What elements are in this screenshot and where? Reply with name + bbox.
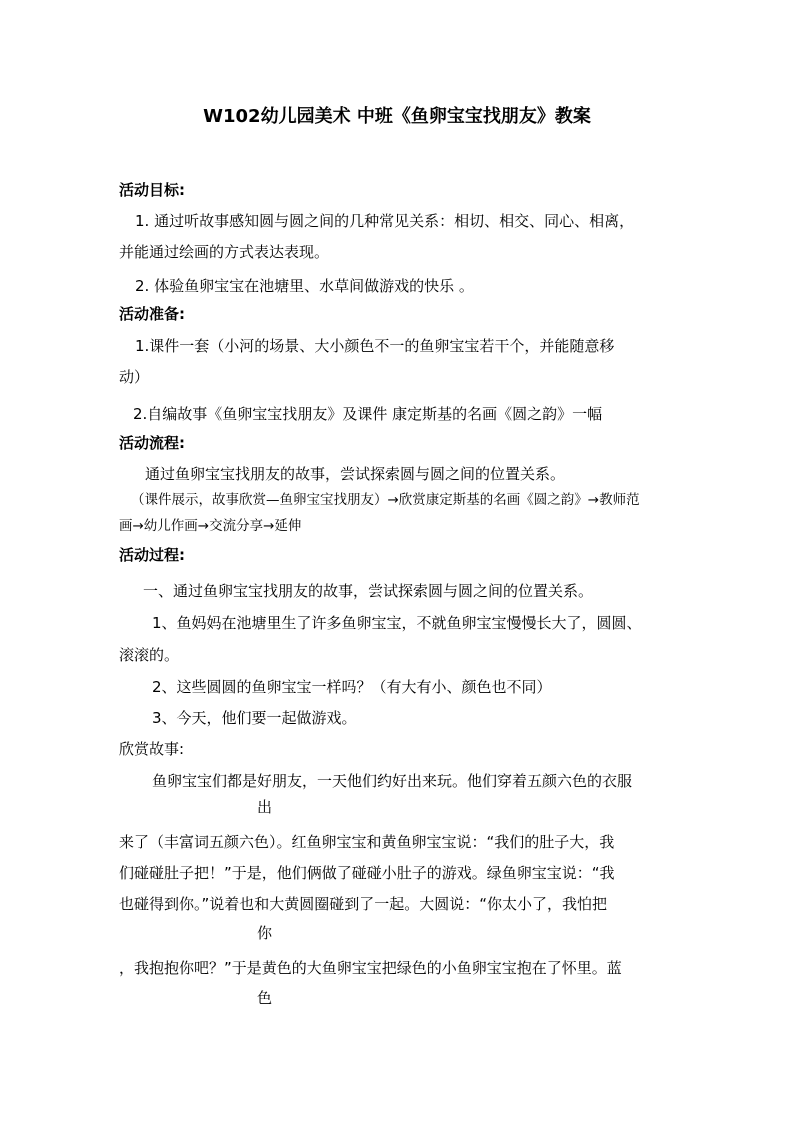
goals-heading: 活动目标:	[119, 181, 185, 199]
process-step-2: 2、这些圆圆的鱼卵宝宝一样吗？（有大有小、颜色也不同）	[152, 678, 552, 696]
flow-heading: 活动流程:	[119, 434, 185, 452]
process-section-1: 一、通过鱼卵宝宝找朋友的故事，尝试探索圆与圆之间的位置关系。	[143, 582, 594, 600]
story-line-4-wrap: 你	[257, 924, 273, 942]
prep-heading: 活动准备:	[119, 305, 185, 323]
goal-item-1-line-2: 并能通过绘画的方式表达表现。	[119, 243, 330, 261]
process-heading: 活动过程:	[119, 546, 185, 564]
goal-item-2: 2. 体验鱼卵宝宝在池塘里、水草间做游戏的快乐 。	[135, 277, 474, 295]
goal-item-1-line-1: 1. 通过听故事感知圆与圆之间的几种常见关系：相切、相交、同心、相离，	[135, 212, 635, 230]
flow-line-1: 通过鱼卵宝宝找朋友的故事，尝试探索圆与圆之间的位置关系。	[145, 465, 566, 483]
process-step-1-line-2: 滚滚的。	[119, 646, 180, 664]
flow-line-2: （课件展示，故事欣赏—鱼卵宝宝找朋友）→欣赏康定斯基的名画《圆之韵》→教师范	[131, 492, 640, 508]
story-line-5: ，我抱抱你吧？”于是黄色的大鱼卵宝宝把绿色的小鱼卵宝宝抱在了怀里。蓝	[119, 959, 622, 977]
story-line-2: 来了（丰富词五颜六色）。红鱼卵宝宝和黄鱼卵宝宝说：“我们的肚子大，我	[119, 833, 615, 851]
story-line-5-wrap: 色	[257, 989, 273, 1007]
story-heading: 欣赏故事:	[119, 740, 185, 758]
flow-line-3: 画→幼儿作画→交流分享→延伸	[119, 518, 302, 534]
document-title: W102幼儿园美术 中班《鱼卵宝宝找朋友》教案	[203, 106, 591, 127]
prep-item-2: 2.自编故事《鱼卵宝宝找朋友》及课件 康定斯基的名画《圆之韵》一幅	[133, 405, 603, 423]
prep-item-1-line-2: 动）	[119, 368, 150, 386]
process-step-1-line-1: 1、鱼妈妈在池塘里生了许多鱼卵宝宝，不就鱼卵宝宝慢慢长大了，圆圆、	[152, 614, 642, 632]
story-line-4: 也碰得到你。”说着也和大黄圆圈碰到了一起。大圆说：“你太小了，我怕把	[119, 895, 608, 913]
process-step-3: 3、今天，他们要一起做游戏。	[152, 709, 357, 727]
story-line-1: 鱼卵宝宝们都是好朋友，一天他们约好出来玩。他们穿着五颜六色的衣服	[152, 772, 633, 790]
story-line-1-wrap: 出	[257, 798, 273, 816]
story-line-3: 们碰碰肚子把！”于是，他们俩做了碰碰小肚子的游戏。绿鱼卵宝宝说：“我	[119, 864, 615, 882]
prep-item-1-line-1: 1.课件一套（小河的场景、大小颜色不一的鱼卵宝宝若干个，并能随意移	[135, 337, 615, 355]
